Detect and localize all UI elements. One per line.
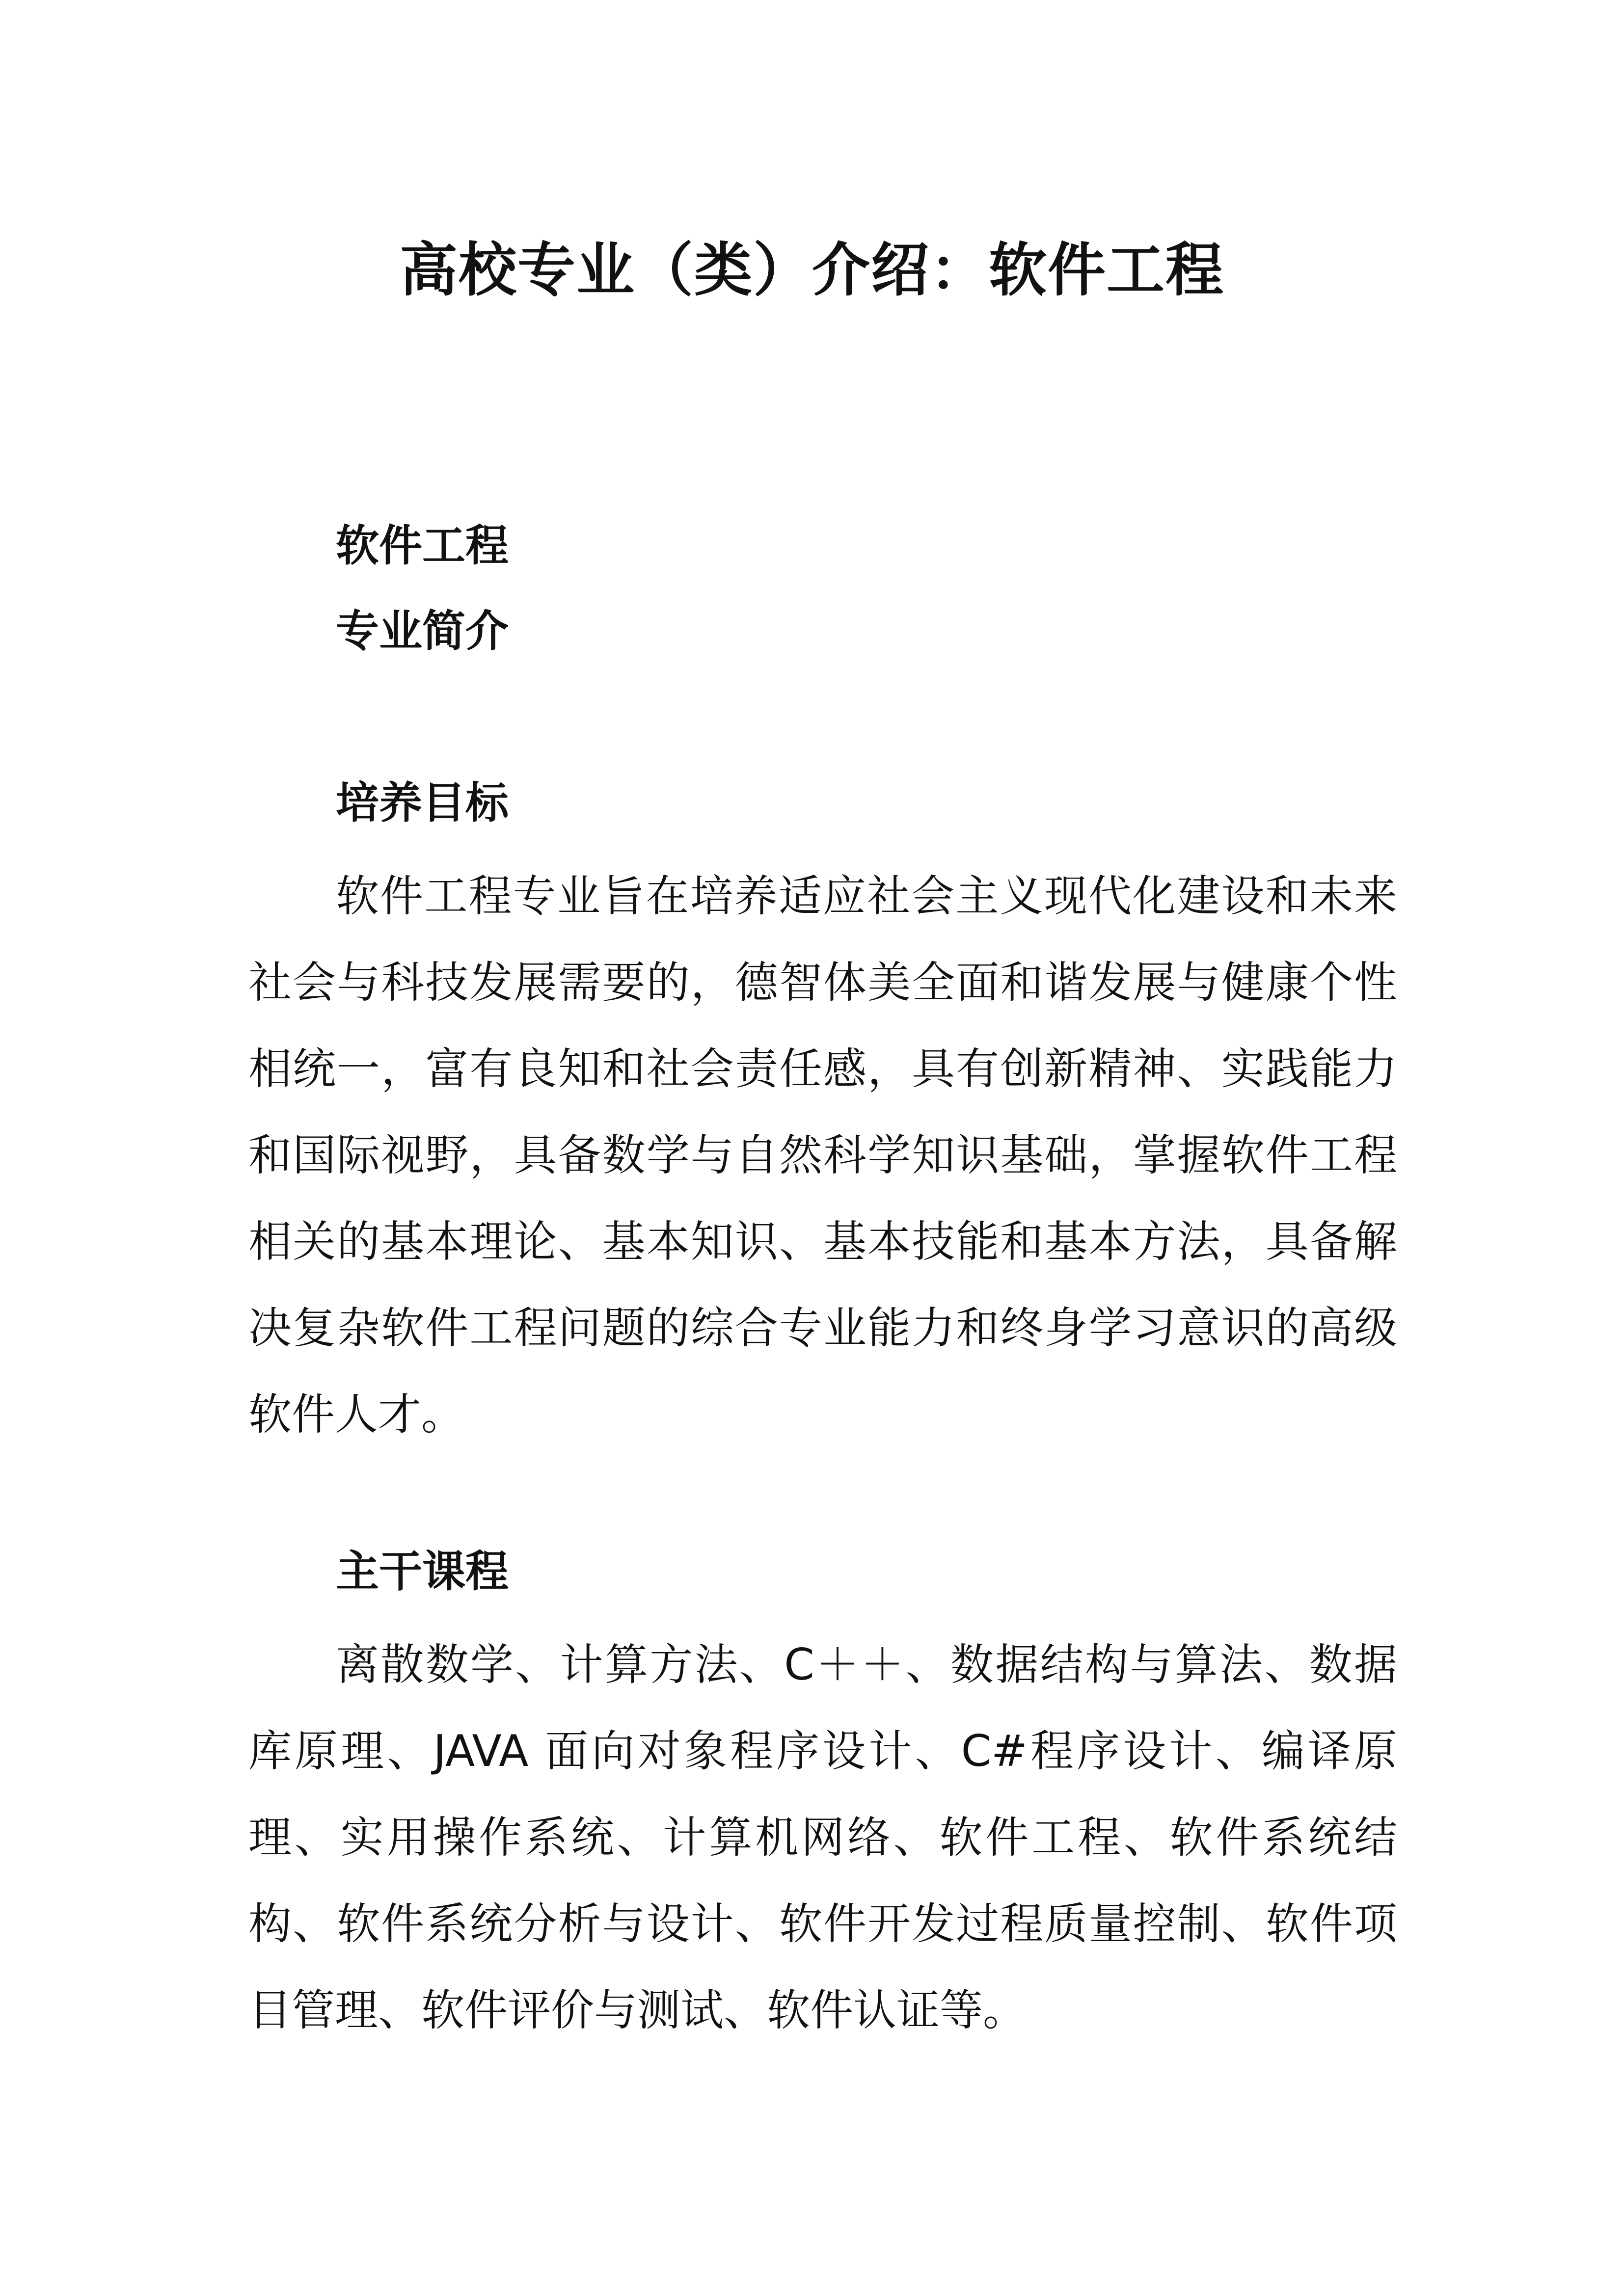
goal-heading: 培养目标 [336, 777, 509, 828]
document-title: 高校专业（类）介绍：软件工程 [399, 236, 1224, 304]
courses-paragraph: 离散数学、计算方法、C＋＋、数据结构与算法、数据库原理、JAVA 面向对象程序设计、C#程序设计、编译原理、实用操作系统、计算机网络、软件工程、软件系统结构、软件系统分析与设计、软件开发过程质量控制、软件项目管理、软件评价与测试、软件认证等。 [248, 1639, 1397, 2035]
major-name-heading: 软件工程 [336, 520, 509, 571]
courses-heading: 主干课程 [336, 1546, 509, 1597]
goal-paragraph: 软件工程专业旨在培养适应社会主义现代化建设和未来社会与科技发展需要的，德智体美全面和谐发展与健康个性相统一，富有良知和社会责任感，具有创新精神、实践能力和国际视野，具备数学与自然科学知识基础，掌握软件工程相关的基本理论、基本知识、基本技能和基本方法，具备解决复杂软件工程问题的综合专业能力和终身学习意识的高级软件人才。 [248, 871, 1397, 1440]
intro-heading: 专业简介 [336, 606, 509, 656]
